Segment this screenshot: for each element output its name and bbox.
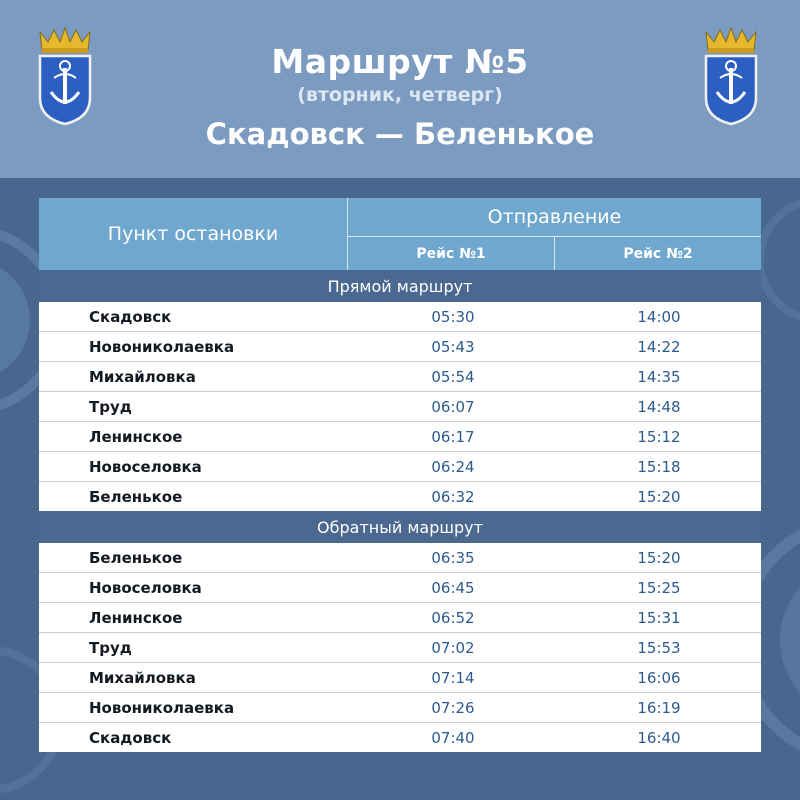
departure-time-trip-1: 07:02	[431, 639, 475, 657]
schedule-table	[39, 198, 761, 747]
departure-time-trip-2: 15:53	[637, 639, 681, 657]
column-header-stop: Пункт остановки	[39, 198, 348, 270]
table-row	[39, 422, 761, 452]
departure-time-trip-1: 06:45	[431, 579, 475, 597]
route-direction: Скадовск — Беленькое	[205, 117, 595, 151]
table-row	[39, 543, 761, 573]
departure-time-trip-1: 05:30	[431, 308, 475, 326]
departure-time-trip-1: 05:43	[431, 338, 475, 356]
table-row	[39, 663, 761, 693]
header	[0, 0, 800, 178]
table-row	[39, 392, 761, 422]
backward-rows	[39, 543, 761, 752]
departure-time-trip-1: 06:52	[431, 609, 475, 627]
stop-name: Скадовск	[89, 729, 172, 747]
departure-time-trip-1: 06:24	[431, 458, 475, 476]
coat-of-arms-icon	[700, 26, 762, 126]
departure-time-trip-1: 06:35	[431, 549, 475, 567]
departure-time-trip-2: 15:20	[637, 549, 681, 567]
table-row	[39, 603, 761, 633]
stop-name: Ленинское	[89, 428, 183, 446]
departure-time-trip-2: 15:20	[637, 488, 681, 506]
route-title: Маршрут №5	[271, 42, 529, 81]
departure-time-trip-2: 14:48	[637, 398, 681, 416]
stop-name: Новоселовка	[89, 579, 202, 597]
departure-time-trip-2: 14:00	[637, 308, 681, 326]
stop-name: Михайловка	[89, 669, 196, 687]
departure-time-trip-2: 16:06	[637, 669, 681, 687]
departure-time-trip-2: 14:35	[637, 368, 681, 386]
table-row	[39, 573, 761, 603]
stop-name: Труд	[89, 639, 132, 657]
departure-time-trip-1: 06:07	[431, 398, 475, 416]
table-row	[39, 302, 761, 332]
table-row	[39, 633, 761, 663]
stop-name: Ленинское	[89, 609, 183, 627]
stop-name: Новониколаевка	[89, 338, 235, 356]
stop-name: Труд	[89, 398, 132, 416]
departure-time-trip-2: 15:25	[637, 579, 681, 597]
stop-name: Новоселовка	[89, 458, 202, 476]
departure-time-trip-1: 07:26	[431, 699, 475, 717]
departure-time-trip-1: 05:54	[431, 368, 475, 386]
departure-time-trip-2: 16:19	[637, 699, 681, 717]
departure-time-trip-2: 14:22	[637, 338, 681, 356]
departure-time-trip-1: 07:14	[431, 669, 475, 687]
table-row	[39, 723, 761, 752]
section-header-forward: Прямой маршрут	[39, 270, 761, 302]
route-days: (вторник, четверг)	[297, 84, 503, 106]
departure-time-trip-2: 15:18	[637, 458, 681, 476]
table-row	[39, 452, 761, 482]
table-row	[39, 362, 761, 392]
section-header-backward: Обратный маршрут	[39, 511, 761, 543]
stop-name: Беленькое	[89, 549, 183, 567]
stop-name: Михайловка	[89, 368, 196, 386]
stop-name: Новониколаевка	[89, 699, 235, 717]
forward-rows	[39, 302, 761, 511]
table-header	[39, 198, 761, 270]
departure-time-trip-2: 15:31	[637, 609, 681, 627]
departure-time-trip-2: 15:12	[637, 428, 681, 446]
stop-name: Беленькое	[89, 488, 183, 506]
column-header-trip-2: Рейс №2	[623, 245, 693, 262]
departure-time-trip-1: 06:32	[431, 488, 475, 506]
departure-time-trip-2: 16:40	[637, 729, 681, 747]
table-row	[39, 693, 761, 723]
stop-name: Скадовск	[89, 308, 172, 326]
departure-time-trip-1: 06:17	[431, 428, 475, 446]
column-header-trip-1: Рейс №1	[348, 237, 555, 270]
column-header-departure: Отправление	[348, 198, 761, 237]
table-row	[39, 332, 761, 362]
table-row	[39, 482, 761, 511]
departure-time-trip-1: 07:40	[431, 729, 475, 747]
